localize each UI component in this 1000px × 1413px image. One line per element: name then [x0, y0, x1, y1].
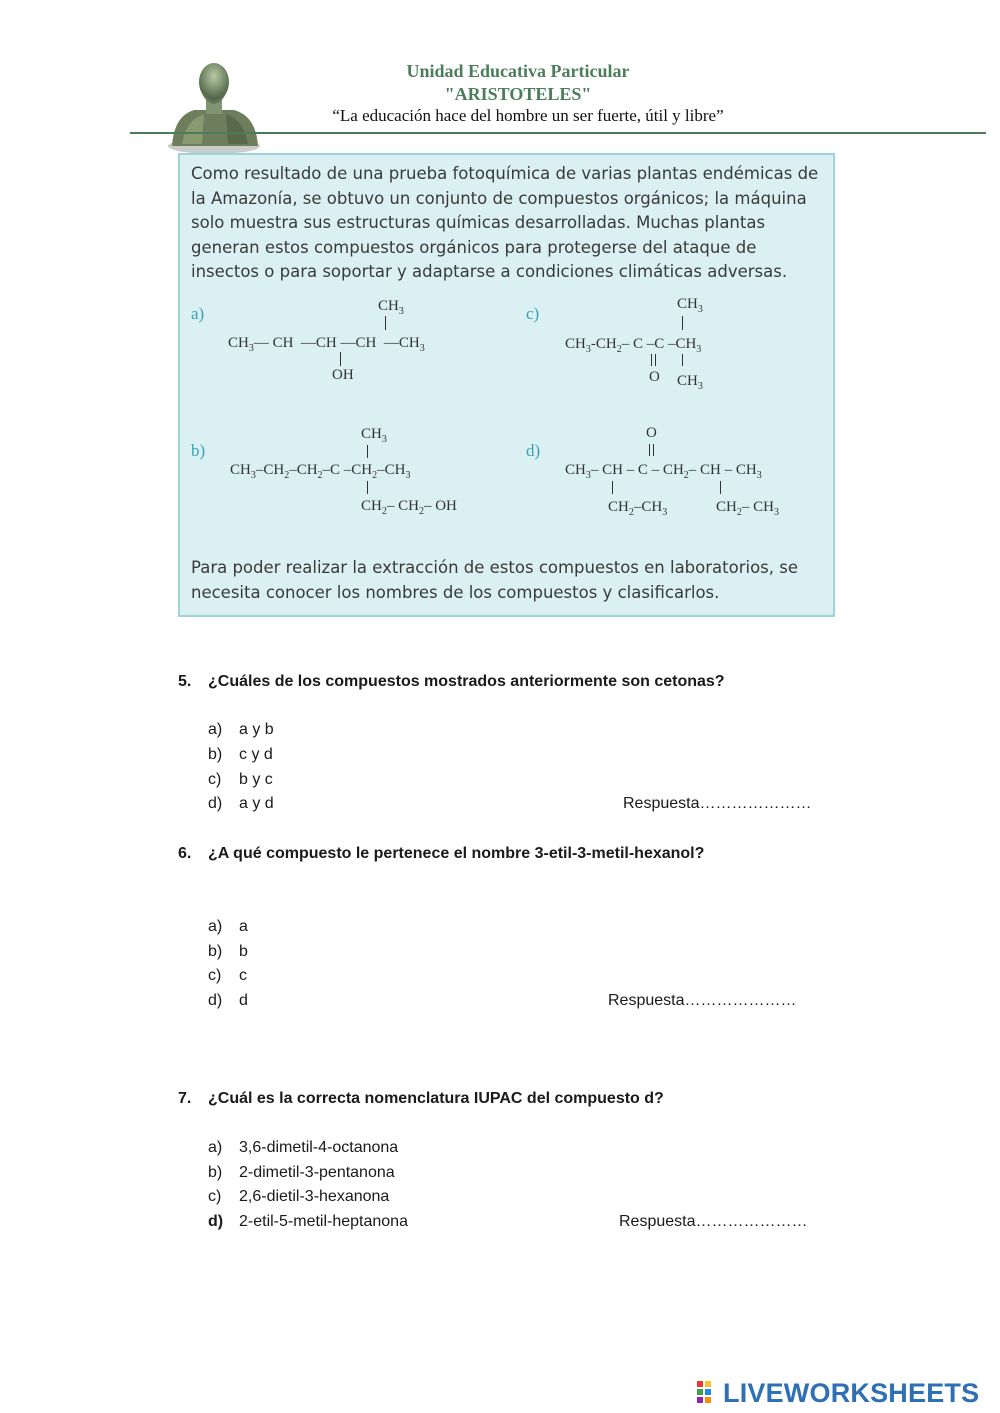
option-letter: c) — [208, 967, 222, 984]
question-number: 5. — [178, 673, 192, 690]
q5-answer-field[interactable]: Respuesta………………… — [623, 795, 812, 812]
option-text: a y d — [239, 795, 274, 812]
question-6 — [178, 845, 704, 863]
q7-option-a[interactable] — [208, 1139, 398, 1157]
problem-intro: Como resultado de una prueba fotoquímica de varias plantas endémicas de la Amazonía, se obtuvo un conjunto de compuestos orgánicos; la máquina solo muestra sus estructuras químicas desarrolladas. Muchas plantas generan estos compuestos orgánicos para protegerse del ataque de insectos o para soportar y adaptarse a condiciones climáticas adversas. — [191, 164, 819, 281]
q6-option-d[interactable] — [208, 992, 248, 1010]
school-motto: “La educación hace del hombre un ser fuerte, útil y libre” — [332, 106, 724, 125]
q5-option-b[interactable] — [208, 746, 273, 764]
q6-option-b[interactable] — [208, 943, 248, 961]
liveworksheets-logo-icon — [697, 1381, 719, 1405]
question-text: ¿Cuál es la correcta nomenclatura IUPAC del compuesto d? — [208, 1090, 664, 1107]
header-divider — [130, 132, 986, 134]
question-5 — [178, 673, 725, 691]
q5-option-d[interactable] — [208, 795, 274, 813]
option-text: 2-dimetil-3-pentanona — [239, 1164, 395, 1181]
option-letter: b) — [208, 1164, 223, 1181]
option-letter: b) — [208, 943, 223, 960]
option-text: 2,6-dietil-3-hexanona — [239, 1188, 390, 1205]
q5-option-a[interactable] — [208, 721, 274, 739]
q7-option-c[interactable] — [208, 1188, 389, 1206]
compound-b-label: b) — [191, 441, 206, 460]
option-letter: a) — [208, 1139, 223, 1156]
q6-option-c[interactable] — [208, 967, 247, 985]
option-text: a y b — [239, 721, 274, 738]
q7-answer-field[interactable]: Respuesta………………… — [619, 1213, 808, 1230]
q6-answer-field[interactable]: Respuesta………………… — [608, 992, 797, 1009]
question-number: 7. — [178, 1090, 192, 1107]
option-text: b — [239, 943, 248, 960]
option-text: c — [239, 967, 247, 984]
compound-d-label: d) — [526, 441, 541, 460]
brand-name: LIVEWORKSHEETS — [723, 1378, 980, 1408]
school-name: Unidad Educativa Particular — [406, 61, 630, 81]
q6-option-a[interactable] — [208, 918, 248, 936]
question-number: 6. — [178, 845, 192, 862]
question-7 — [178, 1090, 664, 1108]
option-text: c y d — [239, 746, 273, 763]
option-letter: a) — [208, 918, 223, 935]
problem-outro: Para poder realizar la extracción de estos compuestos en laboratorios, se necesita conocer los nombres de los compuestos y clasificarlos. — [191, 558, 799, 602]
q7-option-d[interactable] — [208, 1213, 408, 1231]
option-letter: d) — [208, 1213, 224, 1230]
school-short-name: "ARISTOTELES" — [444, 84, 592, 104]
option-letter: d) — [208, 992, 223, 1009]
option-letter: c) — [208, 1188, 222, 1205]
option-text: d — [239, 992, 248, 1009]
question-text: ¿Cuáles de los compuestos mostrados anteriormente son cetonas? — [208, 673, 725, 690]
option-letter: d) — [208, 795, 223, 812]
option-text: 3,6-dimetil-4-octanona — [239, 1139, 399, 1156]
option-text: 2-etil-5-metil-heptanona — [239, 1213, 408, 1230]
compound-a-label: a) — [191, 304, 205, 323]
compound-c-label: c) — [526, 304, 540, 323]
q5-option-c[interactable] — [208, 771, 273, 789]
question-text: ¿A qué compuesto le pertenece el nombre 3-etil-3-metil-hexanol? — [208, 845, 705, 862]
q7-option-b[interactable] — [208, 1164, 395, 1182]
aristotle-bust-icon — [164, 54, 264, 154]
option-letter: b) — [208, 746, 223, 763]
option-letter: a) — [208, 721, 223, 738]
option-text: b y c — [239, 771, 273, 788]
option-letter: c) — [208, 771, 222, 788]
option-text: a — [239, 918, 248, 935]
